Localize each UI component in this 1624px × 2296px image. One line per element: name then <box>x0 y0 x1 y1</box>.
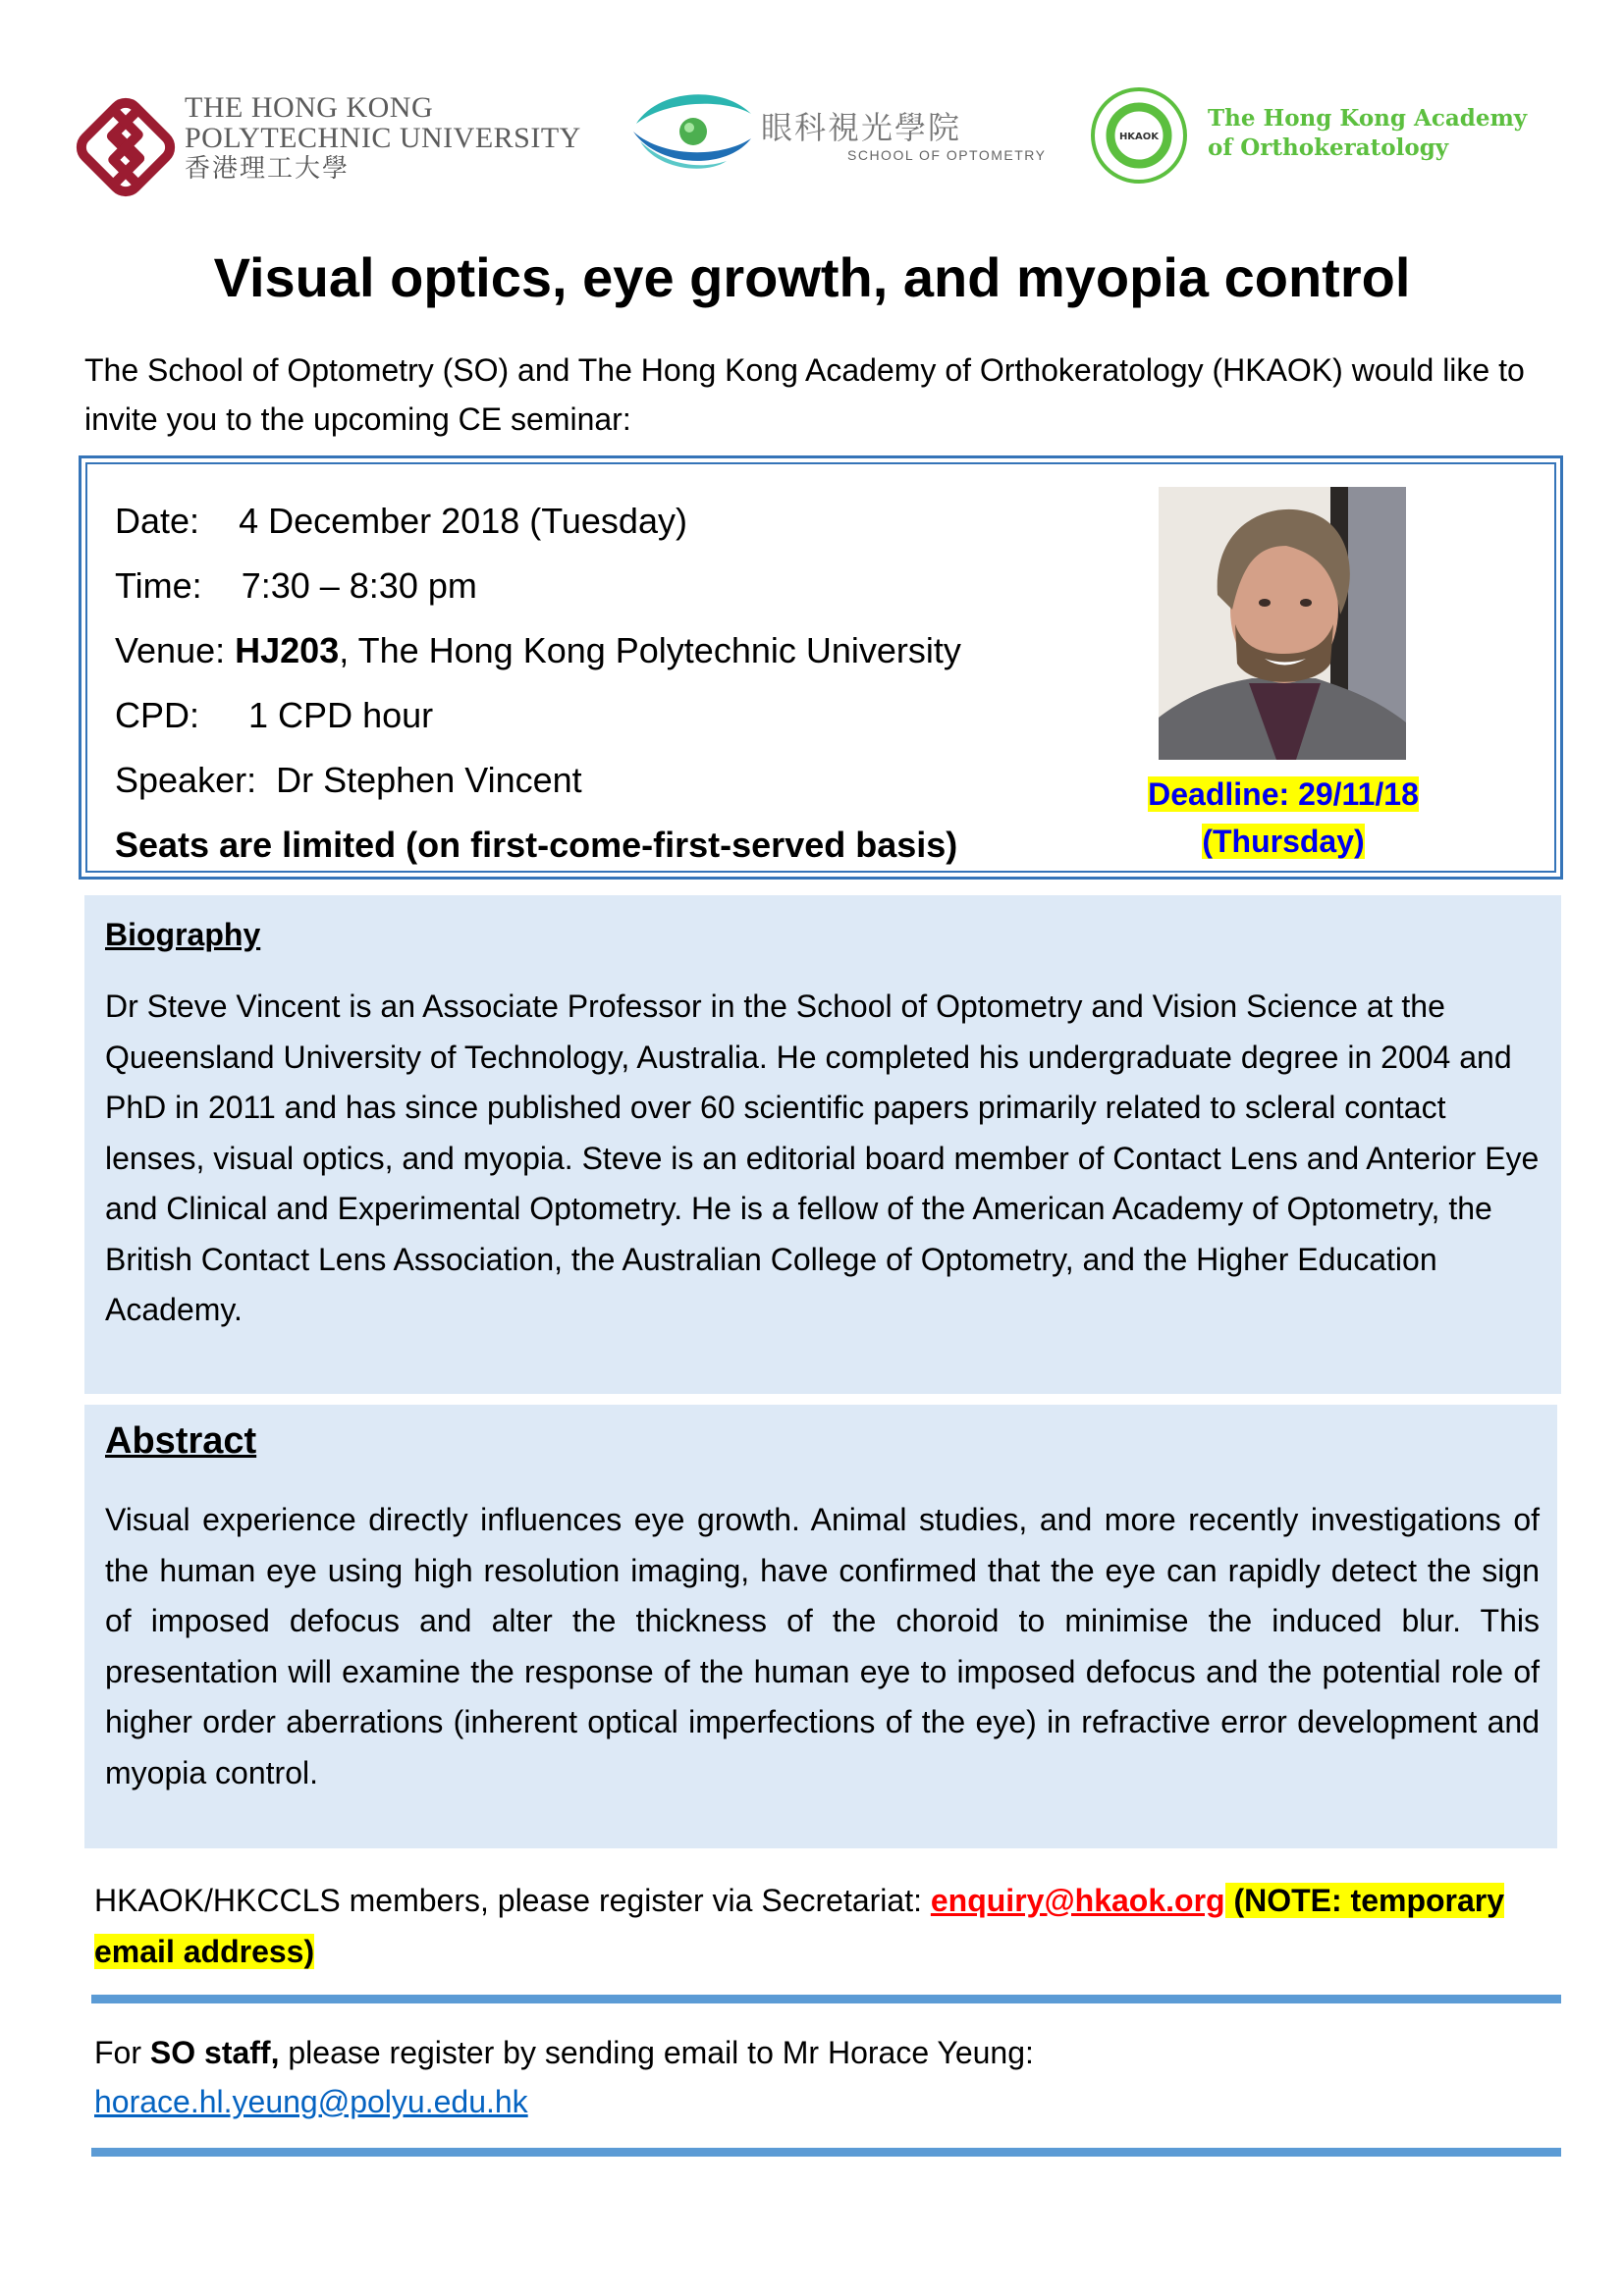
speaker-row <box>115 748 961 813</box>
cpd-value: 1 CPD hour <box>248 695 434 735</box>
date-value: 4 December 2018 (Tuesday) <box>239 501 687 541</box>
abstract-text: Visual experience directly influences eye growth. Animal studies, and more recently investigations of the human eye using high resolution imaging, have confirmed that the eye can rapidly detect the sign of imposed defocus and alter the thickness of the choroid to minimise the induced blur. This presentation will examine the response of the human eye to imposed defocus and the potential role of higher order aberrations (inherent optical imperfections of the eye) in refractive error development and myopia control. <box>105 1502 1540 1790</box>
staff-registration-text: please register by sending email to Mr Horace Yeung: <box>279 2035 1034 2070</box>
divider-rule-bottom <box>91 2148 1561 2157</box>
polyu-emblem-icon <box>69 90 183 204</box>
intro-text: The School of Optometry (SO) and The Hong Kong Academy of Orthokeratology (HKAOK) would like to invite you to the upcoming CE seminar: <box>84 352 1525 437</box>
hkaok-badge-icon <box>1090 86 1188 185</box>
seats-note: Seats are limited (on first-come-first-served basis) <box>115 825 958 865</box>
members-registration-text: HKAOK/HKCCLS members, please register via Secretariat: <box>94 1883 931 1918</box>
hkaok-logo-text <box>1208 104 1527 163</box>
staff-bold-label: SO staff, <box>149 2035 280 2070</box>
abstract-panel <box>84 1405 1557 1848</box>
temporary-email-note: (NOTE: temporary email address) <box>94 1883 1505 1969</box>
time-row <box>115 554 961 618</box>
horace-email-link[interactable]: horace.hl.yeung@polyu.edu.hk <box>94 2084 528 2119</box>
page-title: Visual optics, eye growth, and myopia control <box>213 246 1411 308</box>
deadline-date: Deadline: 29/11/18 <box>1148 776 1419 812</box>
deadline-day: (Thursday) <box>1202 824 1365 859</box>
school-of-optometry-eye-icon <box>628 84 756 173</box>
time-label: Time: <box>115 565 202 606</box>
biography-panel <box>84 895 1561 1394</box>
date-row <box>115 489 961 554</box>
speaker-value: Dr Stephen Vincent <box>276 760 582 800</box>
date-label: Date: <box>115 501 200 541</box>
divider-rule <box>91 1995 1561 2003</box>
venue-label: Venue: <box>115 630 226 670</box>
hkaok-email-link[interactable]: enquiry@hkaok.org <box>930 1883 1225 1918</box>
hkaok-name-line2: of Orthokeratology <box>1208 134 1449 161</box>
polyu-name-chinese: 香港理工大學 <box>185 154 351 184</box>
staff-registration <box>94 2028 1567 2126</box>
members-registration <box>94 1875 1567 1977</box>
venue-value: , The Hong Kong Polytechnic University <box>339 630 961 670</box>
cpd-label: CPD: <box>115 695 200 735</box>
polyu-logo-text <box>185 93 581 184</box>
polyu-name-line1: THE HONG KONG <box>185 91 434 124</box>
deadline-notice <box>1141 771 1426 865</box>
school-english-name: SCHOOL OF OPTOMETRY <box>847 147 1047 163</box>
venue-row <box>115 618 961 683</box>
time-value: 7:30 – 8:30 pm <box>241 565 477 606</box>
speaker-label: Speaker: <box>115 760 257 800</box>
hkaok-name-line1: The Hong Kong Academy <box>1208 105 1528 132</box>
biography-heading: Biography <box>105 917 261 952</box>
biography-text: Dr Steve Vincent is an Associate Professor in the School of Optometry and Vision Science at the Queensland University of Technology, Australia. He completed his undergraduate degree in 2004 and PhD in 2011 and has since published over 60 scientific papers primarily related to scleral contact lenses, visual optics, and myopia. Steve is an editorial board member of Contact Lens and Anterior Eye and Clinical and Experimental Optometry. He is a fellow of the American Academy of Optometry, the British Contact Lens Association, the Australian College of Optometry, and the Higher Education Academy. <box>105 988 1540 1327</box>
svg-text:HKAOK: HKAOK <box>1118 132 1160 142</box>
polyu-name-line2: POLYTECHNIC UNIVERSITY <box>185 122 581 154</box>
venue-room: HJ203 <box>235 630 340 670</box>
cpd-row <box>115 683 961 748</box>
staff-prefix: For <box>94 2035 150 2070</box>
speaker-photo <box>1159 487 1406 760</box>
school-chinese-name: 眼科視光學院 <box>761 109 962 146</box>
abstract-heading: Abstract <box>105 1420 257 1462</box>
